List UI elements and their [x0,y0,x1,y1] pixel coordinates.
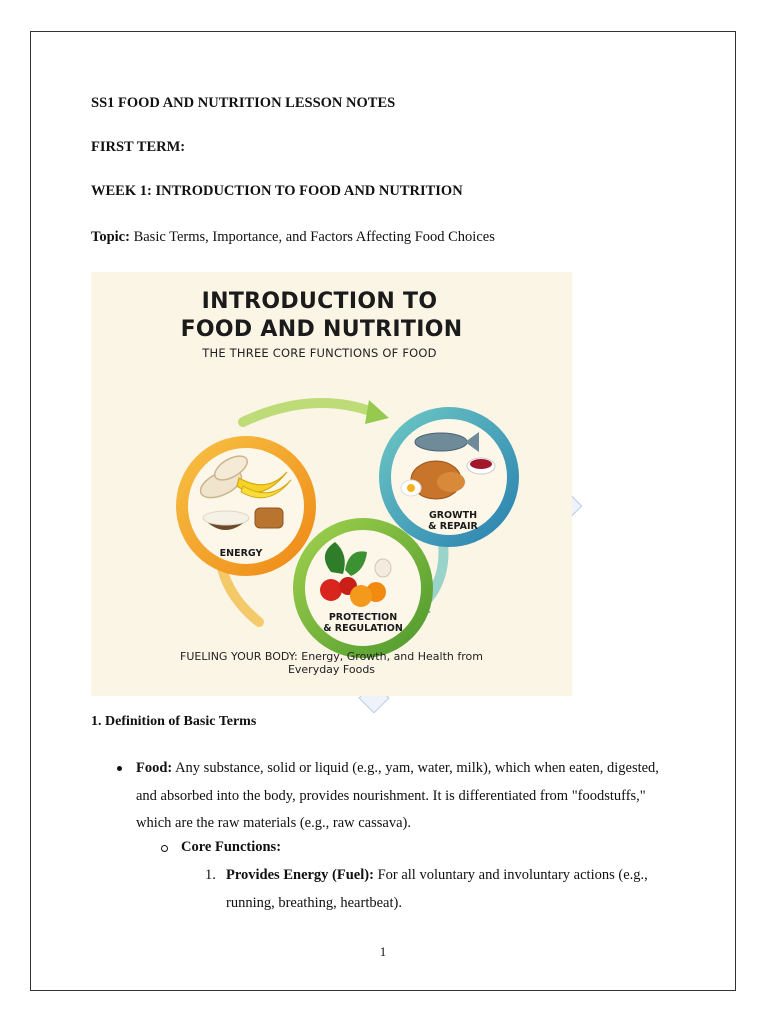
week-heading: WEEK 1: INTRODUCTION TO FOOD AND NUTRITION [91,183,463,199]
infographic-title-line2: FOOD AND NUTRITION [180,317,463,342]
protection-label-line1: PROTECTION [328,612,398,623]
food-definition-text: Any substance, solid or liquid (e.g., yam, water, milk), which when eaten, digested, [172,760,659,776]
infographic-caption [91,650,572,676]
topic-line [91,229,495,246]
infographic-title-line1: INTRODUCTION TO [201,289,438,314]
food-definition-line2: and absorbed into the body, provides nourishment. It is differentiated from "foodstuffs," [136,788,646,804]
infographic-image [91,272,572,696]
protection-label-line2: & REGULATION [323,623,403,634]
list-number: 1. [205,867,216,883]
infographic-subtitle: THE THREE CORE FUNCTIONS OF FOOD [202,346,437,360]
topic-text: Basic Terms, Importance, and Factors Affecting Food Choices [129,229,495,245]
growth-label-line2: & REPAIR [428,521,478,532]
document-page [30,31,736,991]
hollow-bullet-icon [161,845,168,852]
topic-label: Topic: [91,229,130,245]
term-heading: FIRST TERM: [91,139,186,155]
caption-line2: Everyday Foods [287,663,376,676]
core-functions-label: Core Functions: [181,839,282,855]
food-definition-line3: which are the raw materials (e.g., raw cassava). [136,815,411,831]
section-heading-definitions: 1. Definition of Basic Terms [91,714,257,729]
energy-label: ENERGY [219,548,263,559]
caption-line1: FUELING YOUR BODY: Energy, Growth, and Health from [180,650,483,663]
document-title: SS1 FOOD AND NUTRITION LESSON NOTES [91,95,396,111]
growth-label-line1: GROWTH [428,510,478,521]
item-text: For all voluntary and involuntary actions (e.g., [373,867,648,883]
bullet-icon [117,766,122,771]
item-label: Provides Energy (Fuel): [226,867,374,883]
food-definition-line1 [136,760,659,777]
list-item-energy [226,867,648,884]
food-label: Food: [136,760,173,776]
list-item-energy-line2: running, breathing, heartbeat). [226,895,402,911]
page-number: 1 [379,944,387,959]
